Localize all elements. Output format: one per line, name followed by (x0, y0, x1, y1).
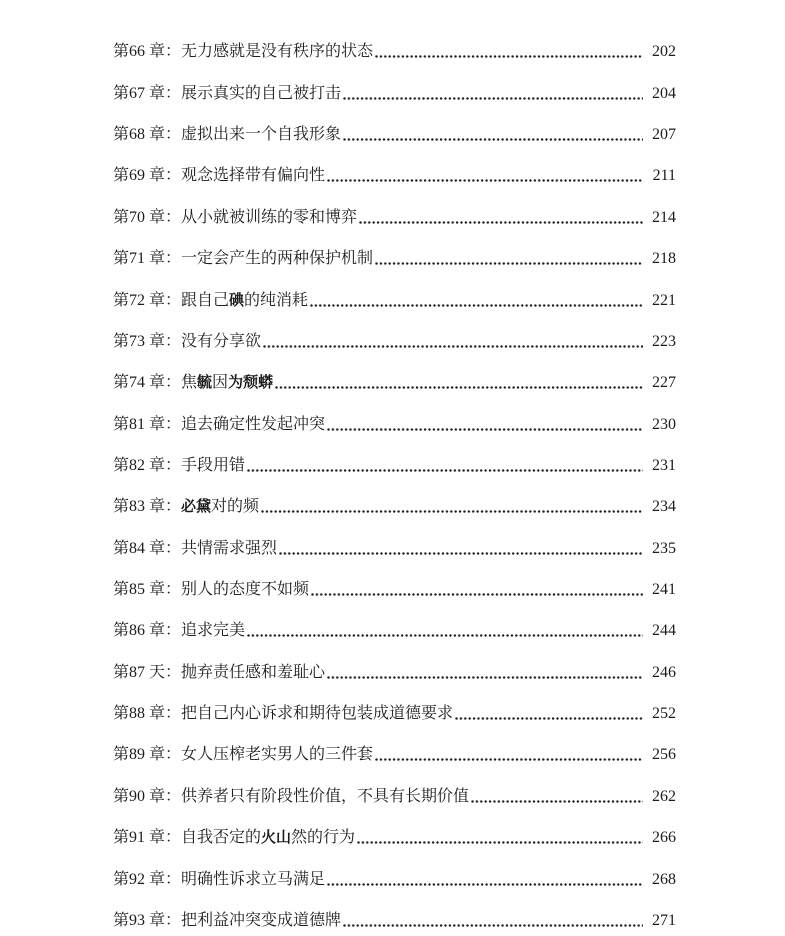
entry-title: 一定会产生的两种保护机制 (181, 250, 374, 268)
entry-title: 展示真实的自己被打击 (181, 84, 342, 102)
toc-entry[interactable] (113, 641, 676, 682)
dot-leader (263, 345, 643, 348)
toc-entry[interactable] (113, 145, 676, 186)
dot-leader (375, 262, 643, 265)
entry-page-number: 241 (652, 581, 676, 599)
dot-leader (310, 304, 643, 307)
toc-list (113, 21, 676, 931)
entry-chapter-label: 第89 章： (113, 746, 182, 764)
entry-title: 女人压榨老实男人的三件套 (181, 746, 374, 764)
entry-title: 别人的态度不如频 (181, 581, 310, 599)
entry-title: 追去确定性发起冲突 (181, 415, 326, 433)
dot-leader (343, 924, 643, 927)
entry-chapter-label: 第82 章： (113, 456, 182, 474)
toc-entry[interactable] (113, 765, 676, 806)
entry-chapter-label: 第71 章： (113, 250, 182, 268)
entry-chapter-label: 第92 章： (113, 870, 182, 888)
toc-entry[interactable] (113, 476, 676, 517)
entry-title: 必黛对的频 (181, 497, 260, 516)
toc-entry[interactable] (113, 435, 676, 476)
dot-leader (279, 552, 643, 555)
entry-page-number: 211 (652, 167, 676, 185)
entry-title: 没有分享欲 (181, 332, 262, 350)
entry-page-number: 252 (652, 705, 676, 723)
entry-chapter-label: 第66 章： (113, 43, 182, 61)
entry-chapter-label: 第73 章： (113, 332, 182, 350)
dot-leader (455, 717, 643, 720)
entry-chapter-label: 第91 章： (113, 829, 182, 847)
dot-leader (375, 758, 643, 761)
entry-page-number: 204 (652, 84, 676, 102)
entry-chapter-label: 第68 章： (113, 126, 182, 144)
dot-leader (343, 97, 643, 100)
entry-chapter-label: 第67 章： (113, 84, 182, 102)
dot-leader (275, 386, 643, 389)
entry-page-number: 234 (652, 498, 676, 516)
toc-entry[interactable] (113, 600, 676, 641)
entry-page-number: 262 (652, 787, 676, 805)
entry-page-number: 221 (652, 291, 676, 309)
toc-entry[interactable] (113, 186, 676, 227)
entry-title: 无力感就是没有秩序的状态 (181, 43, 374, 61)
toc-entry[interactable] (113, 807, 676, 848)
entry-chapter-label: 第90 章： (113, 787, 182, 805)
entry-title: 共情需求强烈 (181, 539, 278, 557)
entry-page-number: 218 (652, 250, 676, 268)
toc-entry[interactable] (113, 559, 676, 600)
toc-entry[interactable] (113, 724, 676, 765)
entry-page-number: 244 (652, 622, 676, 640)
dot-leader (327, 179, 643, 182)
toc-entry[interactable] (113, 683, 676, 724)
entry-chapter-label: 第72 章： (113, 291, 182, 309)
entry-chapter-label: 第84 章： (113, 539, 182, 557)
dot-leader (471, 800, 643, 803)
dot-leader (375, 55, 643, 58)
entry-chapter-label: 第93 章： (113, 911, 182, 929)
entry-chapter-label: 第69 章： (113, 167, 182, 185)
entry-chapter-label: 第81 章： (113, 415, 182, 433)
dot-leader (311, 593, 643, 596)
entry-chapter-label: 第83 章： (113, 498, 182, 516)
entry-title: 抛弃责任感和羞耻心 (181, 663, 326, 681)
entry-chapter-label: 第70 章： (113, 208, 182, 226)
dot-leader (357, 841, 643, 844)
entry-page-number: 223 (652, 332, 676, 350)
entry-chapter-label: 第87 天： (113, 663, 182, 681)
toc-entry[interactable] (113, 517, 676, 558)
entry-page-number: 230 (652, 415, 676, 433)
entry-title: 把自己内心诉求和期待包装成道德要求 (181, 705, 454, 723)
entry-title: 追求完美 (181, 622, 246, 640)
entry-title: 把利益冲突变成道德牌 (181, 911, 342, 929)
toc-entry[interactable] (113, 890, 676, 931)
entry-chapter-label: 第74 章： (113, 374, 182, 392)
entry-title: 手段用错 (181, 456, 246, 474)
toc-entry[interactable] (113, 393, 676, 434)
dot-leader (327, 676, 643, 679)
toc-entry[interactable] (113, 21, 676, 62)
dot-leader (359, 221, 643, 224)
dot-leader (327, 428, 643, 431)
dot-leader (261, 510, 643, 513)
entry-chapter-label: 第86 章： (113, 622, 182, 640)
entry-title: 跟自己碘的纯消耗 (181, 290, 309, 309)
toc-entry[interactable] (113, 269, 676, 310)
entry-page-number: 214 (652, 208, 676, 226)
toc-entry[interactable] (113, 352, 676, 393)
entry-title: 从小就被训练的零和博弈 (181, 208, 358, 226)
toc-entry[interactable] (113, 62, 676, 103)
entry-title: 观念选择带有偏向性 (181, 167, 326, 185)
entry-page-number: 266 (652, 829, 676, 847)
entry-chapter-label: 第88 章： (113, 705, 182, 723)
dot-leader (343, 138, 643, 141)
entry-page-number: 271 (652, 911, 676, 929)
toc-entry[interactable] (113, 228, 676, 269)
entry-title: 自我否定的火山然的行为 (181, 828, 356, 847)
entry-title: 明确性诉求立马满足 (181, 870, 326, 888)
toc-entry[interactable] (113, 311, 676, 352)
entry-page-number: 246 (652, 663, 676, 681)
entry-page-number: 256 (652, 746, 676, 764)
entry-page-number: 231 (652, 456, 676, 474)
entry-page-number: 268 (652, 870, 676, 888)
dot-leader (247, 634, 643, 637)
entry-page-number: 227 (652, 374, 676, 392)
entry-page-number: 207 (652, 126, 676, 144)
entry-chapter-label: 第85 章： (113, 581, 182, 599)
entry-page-number: 202 (652, 43, 676, 61)
toc-entry[interactable] (113, 848, 676, 889)
entry-page-number: 235 (652, 539, 676, 557)
entry-title: 焦毓因为颓蟒 (181, 373, 274, 392)
entry-title: 供养者只有阶段性价值，不具有长期价值 (181, 787, 470, 805)
entry-title: 虚拟出来一个自我形象 (181, 126, 342, 144)
dot-leader (247, 469, 643, 472)
dot-leader (327, 883, 643, 886)
toc-entry[interactable] (113, 104, 676, 145)
